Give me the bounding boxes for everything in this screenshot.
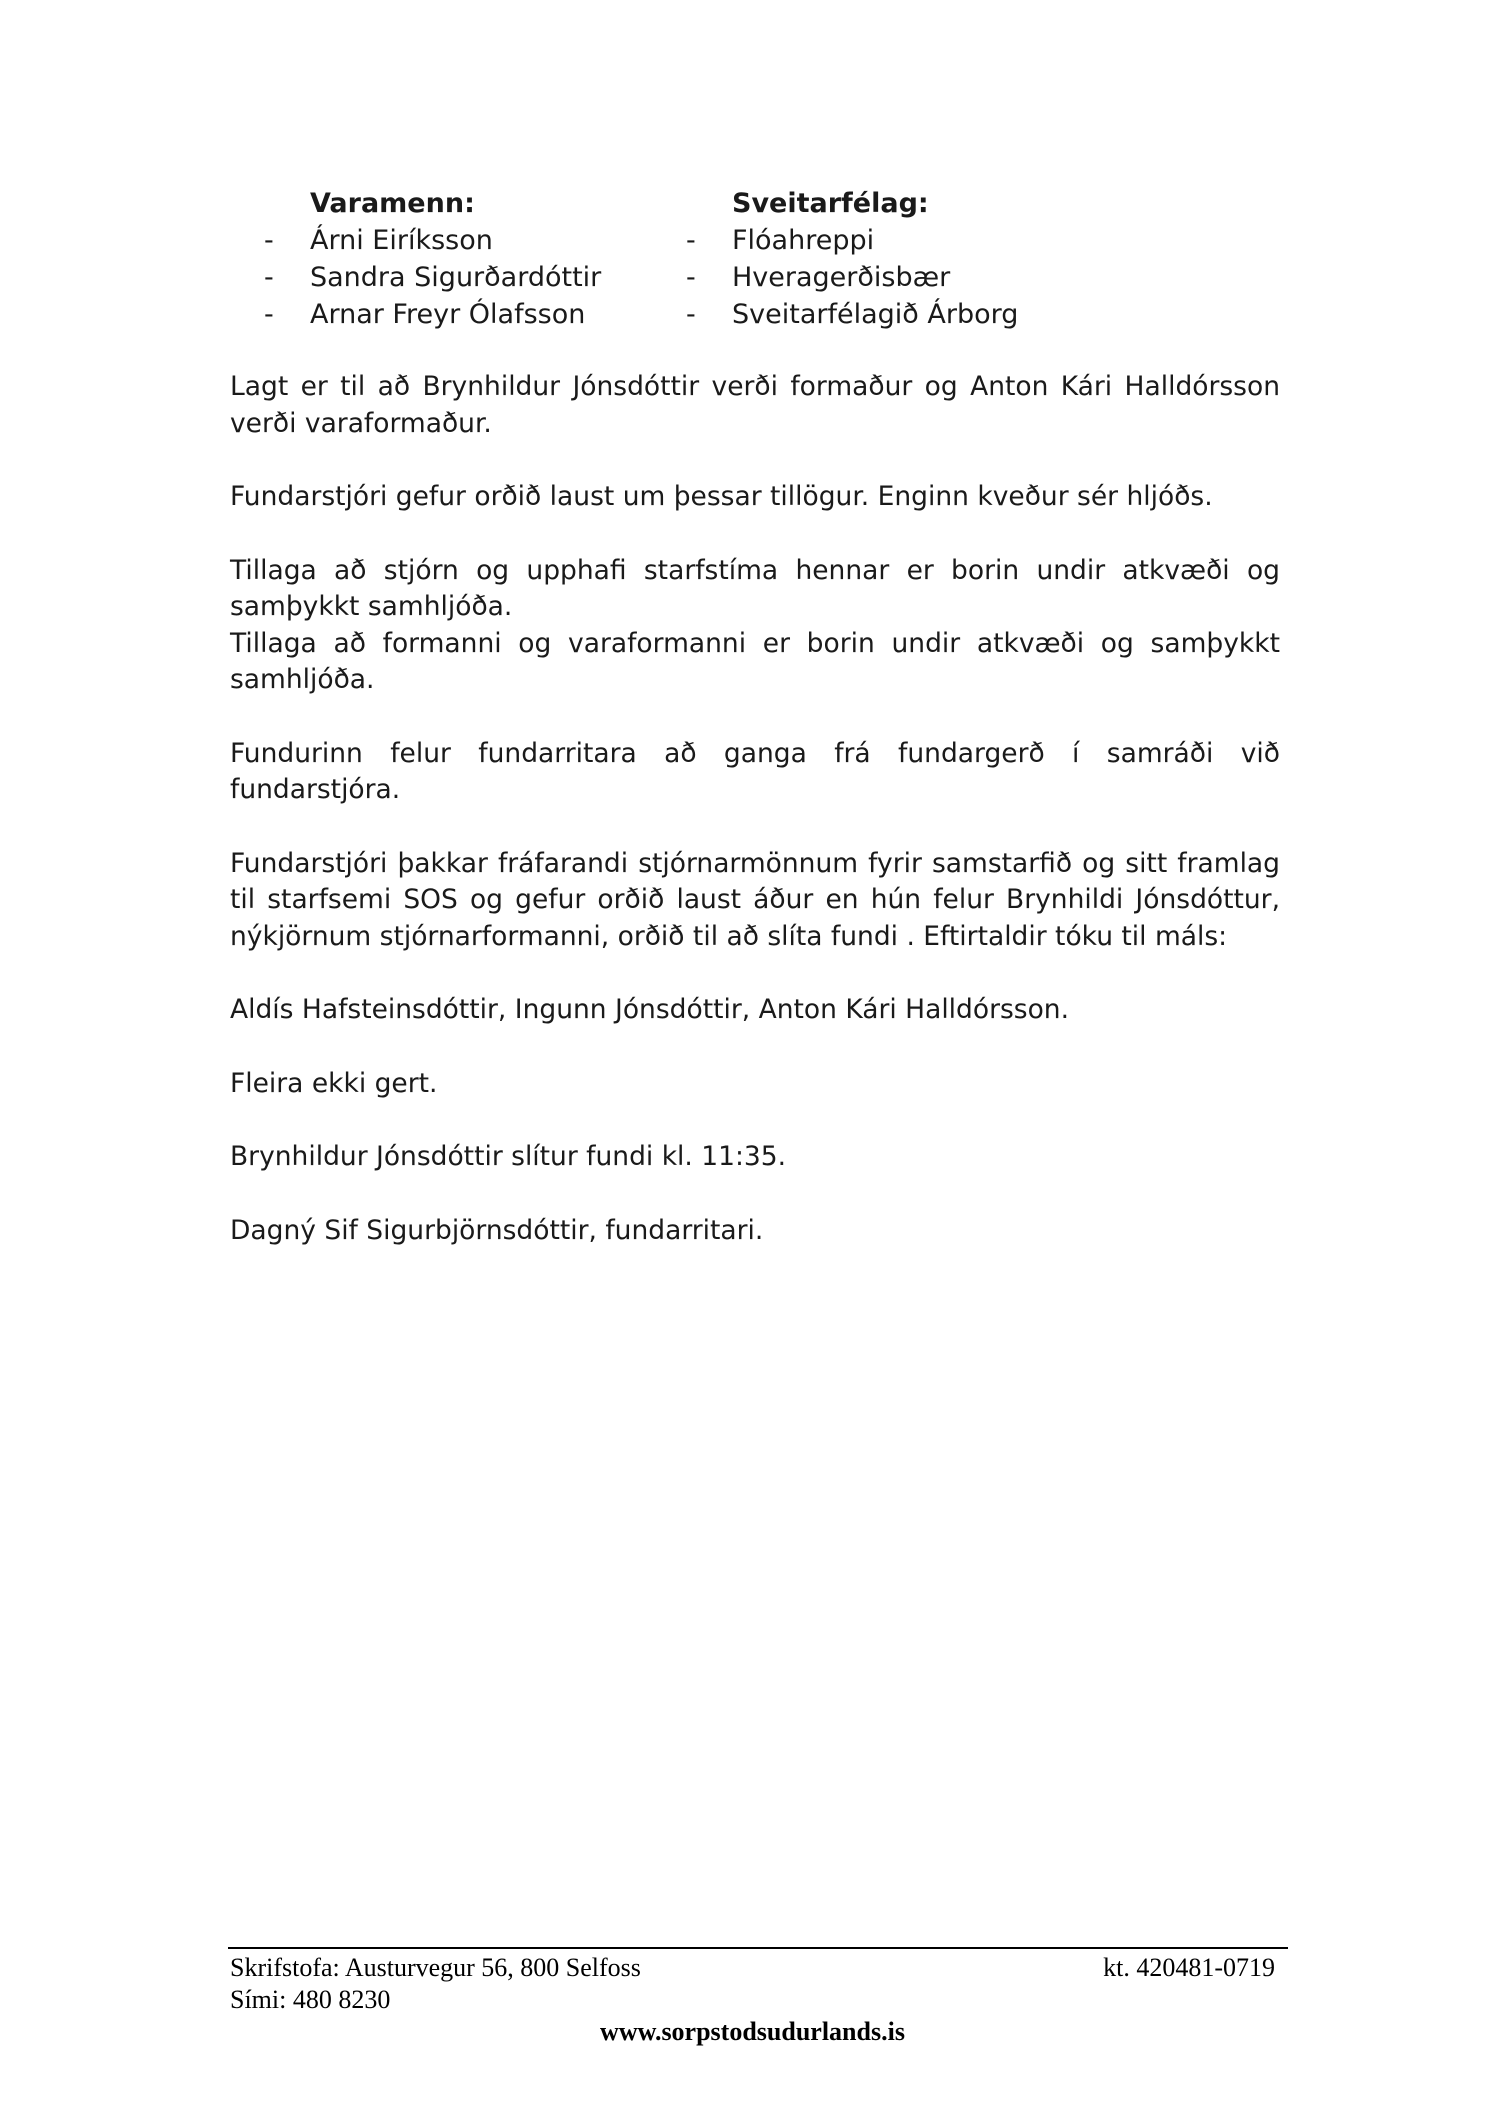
paragraph-chair-proposal: Lagt er til að Brynhildur Jónsdóttir verði formaður og Anton Kári Halldórsson verði varaformaður.	[230, 371, 1280, 439]
municipality-column	[652, 185, 1018, 333]
paragraph-no-more: Fleira ekki gert.	[230, 1067, 438, 1099]
footer-website-link[interactable]: www.sorpstodsudurlands.is	[600, 2017, 905, 2046]
paragraph-signature: Dagný Sif Sigurbjörnsdóttir, fundarritari.	[230, 1214, 764, 1246]
alternates-heading: Varamenn:	[310, 188, 475, 219]
footer-kennitala: kt. 420481-0719	[1103, 1953, 1275, 1982]
footer-divider	[228, 1947, 1288, 1949]
footer-address: Skrifstofa: Austurvegur 56, 800 Selfoss	[230, 1953, 641, 1982]
municipality-heading: Sveitarfélag:	[732, 188, 929, 219]
list-item: - Sandra Sigurðardóttir	[264, 262, 602, 293]
paragraph-speakers: Aldís Hafsteinsdóttir, Ingunn Jónsdóttir, Anton Kári Halldórsson.	[230, 994, 1070, 1025]
footer-phone: Sími: 480 8230	[230, 1985, 391, 2014]
list-item: - Árni Eiríksson	[264, 225, 493, 256]
paragraph-chair-vote: Tillaga að formanni og varaformanni er borin undir atkvæði og samþykkt samhljóða.	[230, 627, 1280, 695]
minutes-body	[230, 369, 1280, 1286]
list-item: - Hveragerðisbær	[686, 262, 951, 293]
page-footer	[230, 1952, 1275, 2048]
paragraph-thanks: Fundarstjóri þakkar fráfarandi stjórnarmönnum fyrir samstarfið og sitt framlag til starfsemi SOS og gefur orðið laust áður en hún felur Brynhildi Jónsdóttur, nýkjörnum stjórnarformanni, orðið til að slíta fundi . Eftirtaldir tóku til máls:	[230, 847, 1280, 952]
paragraph-secretary: Fundurinn felur fundarritara að ganga frá fundargerð í samráði við fundarstjóra.	[230, 737, 1280, 805]
paragraph-floor-open: Fundarstjóri gefur orðið laust um þessar tillögur. Enginn kveður sér hljóðs.	[230, 481, 1213, 512]
list-item: - Arnar Freyr Ólafsson	[264, 299, 586, 330]
footer-row	[230, 1952, 1275, 1984]
paragraph-closing: Brynhildur Jónsdóttir slítur fundi kl. 11:35.	[230, 1141, 787, 1172]
paragraph-board-vote: Tillaga að stjórn og upphafi starfstíma hennar er borin undir atkvæði og samþykkt samhljóða.	[230, 554, 1280, 622]
alternates-column	[230, 185, 601, 333]
list-item: - Flóahreppi	[686, 225, 875, 256]
list-item: - Sveitarfélagið Árborg	[686, 299, 1019, 330]
